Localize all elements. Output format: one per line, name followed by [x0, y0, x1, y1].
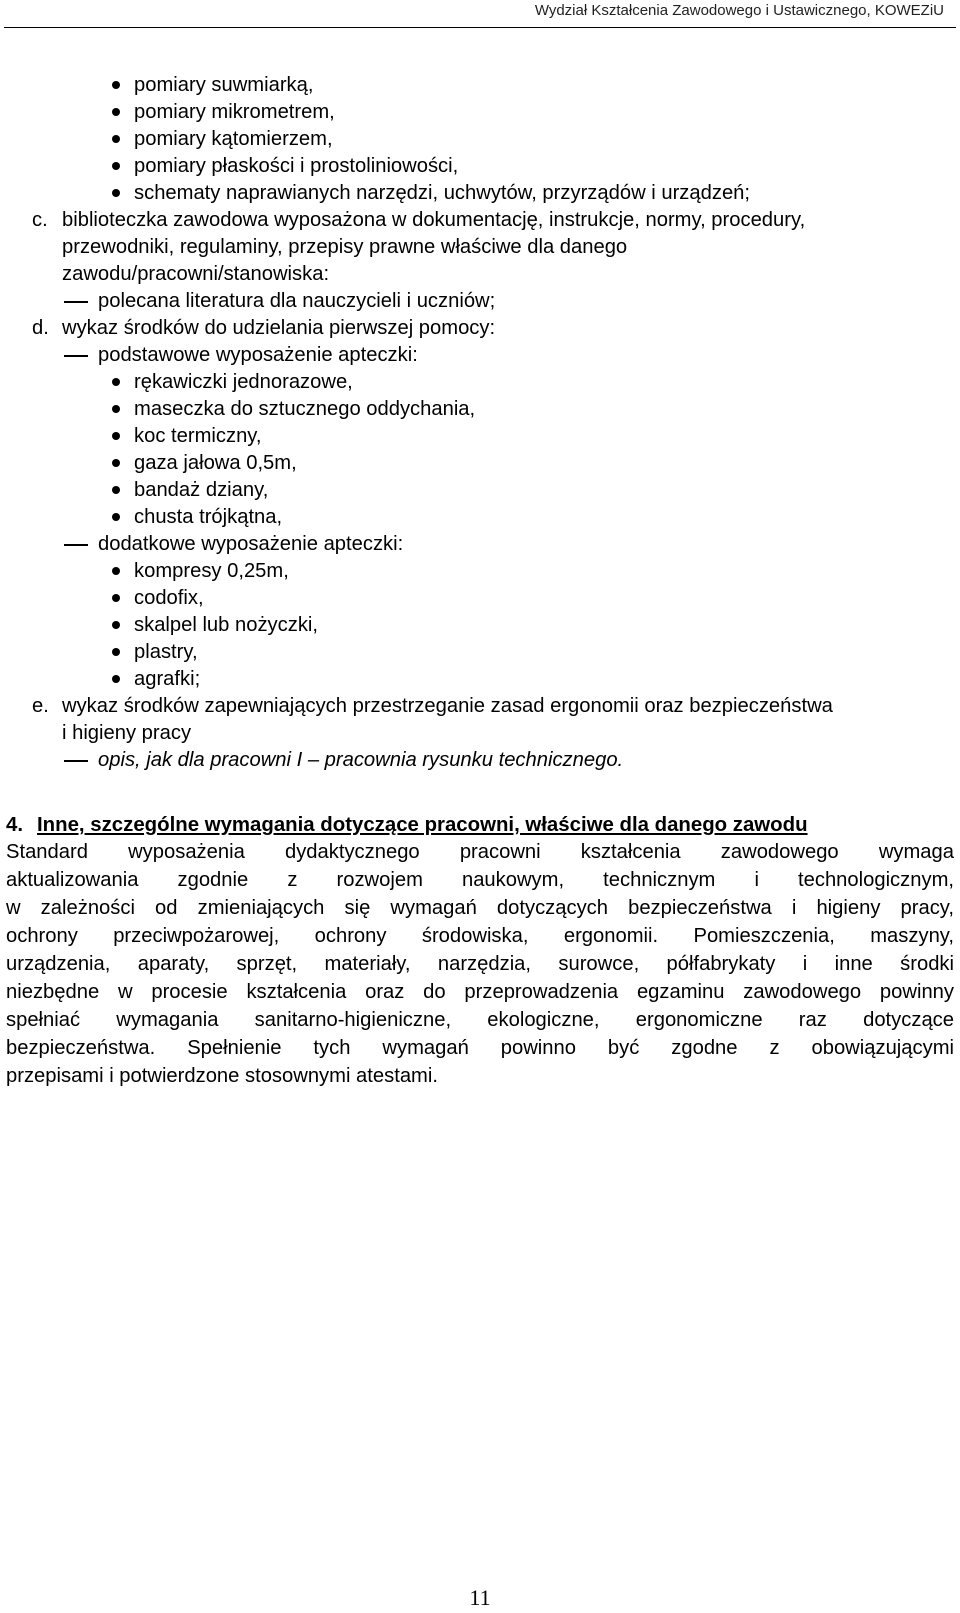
list-item: bandaż dziany, — [134, 479, 269, 501]
list-item: koc termiczny, — [134, 425, 262, 447]
bullet-icon — [112, 189, 120, 197]
paragraph-line: urządzenia, aparaty, sprzęt, materiały, narzędzia, surowce, półfabrykaty i inne środki — [6, 953, 954, 975]
bullet-icon — [112, 486, 120, 494]
list-item: pomiary suwmiarką, — [134, 74, 314, 96]
bullet-icon — [112, 81, 120, 89]
header-rule — [4, 27, 956, 28]
list-item: pomiary mikrometrem, — [134, 101, 335, 123]
item-letter-e: e. — [32, 695, 49, 717]
item-c-line: przewodniki, regulaminy, przepisy prawne właściwe dla danego — [62, 236, 628, 258]
item-letter-d: d. — [32, 317, 49, 339]
bullet-icon — [112, 567, 120, 575]
section-number: 4. — [6, 814, 24, 836]
dash-icon — [64, 355, 88, 357]
bullet-icon — [112, 621, 120, 629]
bullet-icon — [112, 594, 120, 602]
list-item: maseczka do sztucznego oddychania, — [134, 398, 476, 420]
list-item: pomiary kątomierzem, — [134, 128, 333, 150]
item-e-line: wykaz środków zapewniających przestrzeganie zasad ergonomii oraz bezpieczeństwa — [62, 695, 833, 717]
paragraph-line: przepisami i potwierdzone stosownymi atestami. — [6, 1065, 438, 1087]
list-item: agrafki; — [134, 668, 201, 690]
list-item: pomiary płaskości i prostoliniowości, — [134, 155, 459, 177]
list-item: rękawiczki jednorazowe, — [134, 371, 353, 393]
bullet-icon — [112, 675, 120, 683]
bullet-icon — [112, 405, 120, 413]
list-item: codofix, — [134, 587, 204, 609]
bullet-icon — [112, 162, 120, 170]
list-item: gaza jałowa 0,5m, — [134, 452, 297, 474]
dash-item: polecana literatura dla nauczycieli i uczniów; — [98, 290, 496, 312]
list-item: chusta trójkątna, — [134, 506, 283, 528]
section-heading — [6, 812, 808, 838]
item-c-line: zawodu/pracowni/stanowiska: — [62, 263, 330, 285]
group-title: podstawowe wyposażenie apteczki: — [98, 344, 418, 366]
list-item: kompresy 0,25m, — [134, 560, 289, 582]
bullet-icon — [112, 432, 120, 440]
section-title: Inne, szczególne wymagania dotyczące pracowni, właściwe dla danego zawodu — [37, 814, 808, 836]
bullet-icon — [112, 648, 120, 656]
item-letter-c: c. — [32, 209, 48, 231]
group-title: dodatkowe wyposażenie apteczki: — [98, 533, 404, 555]
item-d-text: wykaz środków do udzielania pierwszej pomocy: — [62, 317, 496, 339]
paragraph-line: ochrony przeciwpożarowej, ochrony środowiska, ergonomii. Pomieszczenia, maszyny, — [6, 925, 954, 947]
item-e-line: i higieny pracy — [62, 722, 192, 744]
bullet-icon — [112, 135, 120, 143]
page-header: Wydział Kształcenia Zawodowego i Ustawicznego, KOWEZiU — [534, 2, 944, 19]
item-c-line: biblioteczka zawodowa wyposażona w dokumentację, instrukcje, normy, procedury, — [62, 209, 806, 231]
dash-icon — [64, 544, 88, 546]
paragraph-line: bezpieczeństwa. Spełnienie tych wymagań powinno być zgodne z obowiązującymi — [6, 1037, 954, 1059]
paragraph-line: spełniać wymagania sanitarno-higieniczne, ekologiczne, ergonomiczne raz dotyczące — [6, 1009, 954, 1031]
dash-icon — [64, 301, 88, 303]
list-item: plastry, — [134, 641, 198, 663]
list-item: skalpel lub nożyczki, — [134, 614, 319, 636]
paragraph-line: Standard wyposażenia dydaktycznego pracowni kształcenia zawodowego wymaga — [6, 841, 954, 863]
section-paragraph — [6, 838, 954, 1090]
dash-icon — [64, 760, 88, 762]
paragraph-line: w zależności od zmieniających się wymagań dotyczących bezpieczeństwa i higieny pracy, — [6, 897, 954, 919]
paragraph-line: niezbędne w procesie kształcenia oraz do przeprowadzenia egzaminu zawodowego powinny — [6, 981, 954, 1003]
paragraph-line: aktualizowania zgodnie z rozwojem naukowym, technicznym i technologicznym, — [6, 869, 954, 891]
dash-item: opis, jak dla pracowni I – pracownia rysunku technicznego. — [98, 749, 624, 771]
list-item: schematy naprawianych narzędzi, uchwytów, przyrządów i urządzeń; — [134, 182, 751, 204]
bullet-icon — [112, 108, 120, 116]
bullet-icon — [112, 459, 120, 467]
page-number: 11 — [469, 1585, 491, 1610]
bullet-icon — [112, 378, 120, 386]
bullet-icon — [112, 513, 120, 521]
